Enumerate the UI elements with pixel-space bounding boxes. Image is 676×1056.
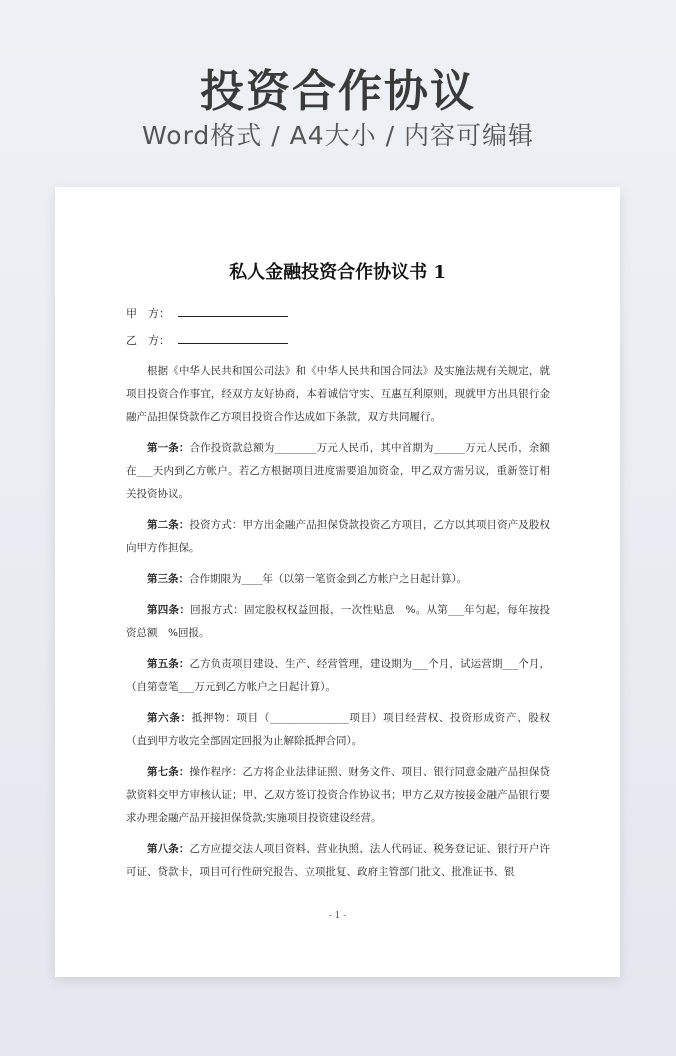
party-b-blank	[178, 332, 288, 344]
banner-subtitle: Word格式 / A4大小 / 内容可编辑	[142, 121, 534, 150]
banner-title: 投资合作协议	[200, 66, 476, 117]
paragraph-article-6: 第六条：抵押物：项目（_______________项目）项目经营权、投资形成资产、股权（直到甲方收完全部固定回报为止解除抵押合同）。	[126, 712, 551, 747]
party-a-field	[126, 305, 288, 321]
paragraph-preamble: 根据《中华人民共和国公司法》和《中华人民共和国合同法》及实施法规有关规定，就项目投资合作事宜，经双方友好协商，本着诚信守实、互惠互利原则，现就甲方出具银行金融产品担保贷款作乙方项目投资合作达成如下条款，双方共同履行。	[126, 365, 550, 423]
paragraph-article-4: 第四条：回报方式：固定股权权益回报，一次性贴息 %。从第___年匀起，每年按投资总额 %回报。	[126, 604, 550, 639]
document-page	[55, 187, 620, 977]
paragraph-article-1: 第一条：合作投资款总额为________万元人民币，其中首期为______万元人民币，余额在___天内到乙方帐户。若乙方根据项目进度需要追加资金，甲乙双方需另议，重新签订相关投资协议。	[126, 442, 550, 500]
document-body	[126, 360, 550, 892]
party-a-blank	[178, 305, 288, 317]
document-title: 私人金融投资合作协议书 1	[229, 262, 446, 283]
party-b-field	[126, 332, 288, 348]
party-a-label: 甲 方：	[126, 307, 170, 320]
paragraph-article-8: 第八条：乙方应提交法人项目资料、营业执照、法人代码证、税务登记证、银行开户许可证、贷款卡，项目可行性研究报告、立项批复、政府主管部门批文、批准证书、银	[126, 843, 551, 878]
paragraph-article-7: 第七条：操作程序：乙方将企业法律证照、财务文件、项目、银行同意金融产品担保贷款资料交甲方审核认证；甲、乙双方签订投资合作协议书；甲方乙双方按接金融产品银行要求办理金融产品开接担保贷款;实施项目投资建设经营。	[126, 766, 551, 824]
page-number: - 1 -	[328, 911, 347, 921]
paragraph-article-5: 第五条：乙方负责项目建设、生产、经营管理，建设期为___个月，试运营期___个月，（自第壹笔___万元到乙方帐户之日起计算）。	[126, 658, 551, 693]
paragraph-article-3: 第三条：合作期限为____年（以第一笔资金到乙方帐户之日起计算）。	[147, 573, 468, 585]
party-b-label: 乙 方：	[126, 334, 170, 347]
paragraph-article-2: 第二条：投资方式：甲方出金融产品担保贷款投资乙方项目，乙方以其项目资产及股权向甲方作担保。	[126, 519, 551, 554]
